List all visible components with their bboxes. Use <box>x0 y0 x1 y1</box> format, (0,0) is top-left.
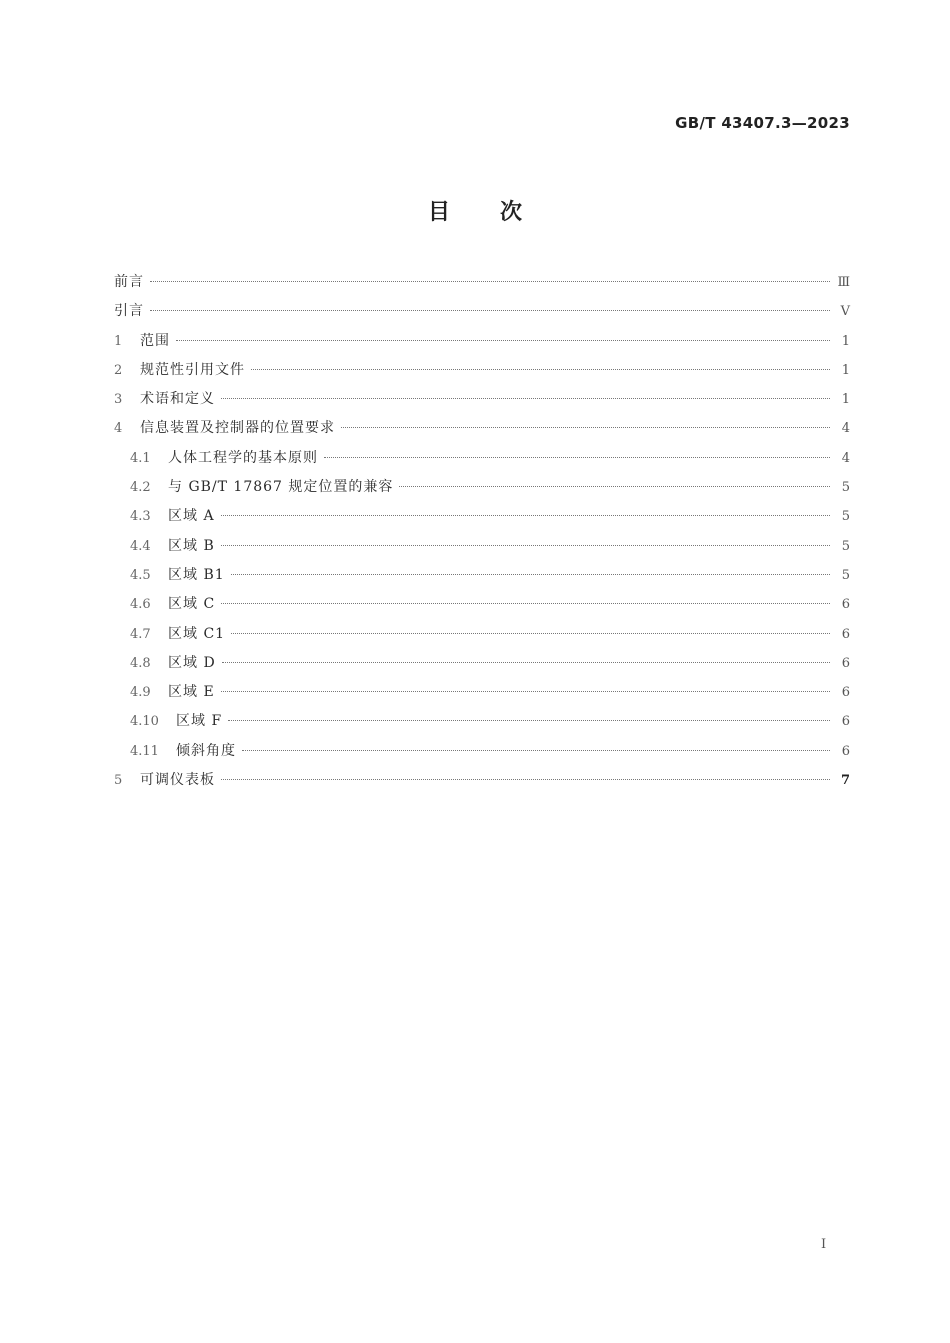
toc-leader-dots <box>251 369 830 370</box>
toc-page-number: 5 <box>841 538 850 554</box>
toc-entry-1[interactable] <box>114 330 850 359</box>
toc-entry-label: 区域 E <box>168 684 215 701</box>
page-number: I <box>821 1237 827 1252</box>
toc-entry-label: 区域 A <box>168 508 215 525</box>
toc-leader-dots <box>242 750 830 751</box>
toc-page-number: 6 <box>841 743 850 759</box>
toc-page-number: Ⅴ <box>840 304 850 320</box>
toc-entry-label: 规范性引用文件 <box>140 361 245 378</box>
toc-leader-dots <box>228 720 830 721</box>
toc-leader-dots <box>221 515 830 516</box>
toc-entry-number: 4.11 <box>130 743 159 759</box>
toc-entry-number: 4.1 <box>130 450 151 466</box>
toc-entry-4-7[interactable] <box>114 623 850 652</box>
toc-page-number: 1 <box>841 362 850 378</box>
toc-entry-label: 可调仪表板 <box>140 772 215 789</box>
toc-page-number: Ⅲ <box>837 275 850 290</box>
toc-entry-label: 区域 C <box>168 596 216 613</box>
toc-entry-4-1[interactable] <box>114 447 850 476</box>
toc-leader-dots <box>222 662 830 663</box>
toc-entry-4-10[interactable] <box>114 710 850 739</box>
toc-entry-3[interactable] <box>114 388 850 417</box>
page-title: 目次 <box>427 200 572 225</box>
table-of-contents <box>114 271 850 798</box>
toc-entry-label: 范围 <box>140 332 170 349</box>
toc-page-number: 4 <box>841 421 850 437</box>
toc-page-number: 7 <box>840 773 850 789</box>
toc-leader-dots <box>150 281 830 282</box>
toc-entry-label: 区域 B <box>168 537 215 554</box>
toc-page-number: 5 <box>841 480 850 496</box>
toc-leader-dots <box>231 633 830 634</box>
toc-entry-number: 5 <box>114 773 123 789</box>
toc-entry-number: 4.8 <box>130 655 151 671</box>
toc-page-number: 4 <box>841 450 850 466</box>
toc-entry-number: 4.7 <box>130 626 151 642</box>
toc-entry-5[interactable] <box>114 769 850 798</box>
toc-entry-label: 区域 D <box>168 654 216 671</box>
toc-entry-label: 人体工程学的基本原则 <box>168 449 318 466</box>
toc-leader-dots <box>221 779 830 780</box>
toc-entry-label: 术语和定义 <box>140 391 215 408</box>
toc-page-number: 5 <box>841 509 850 525</box>
toc-leader-dots <box>399 486 830 487</box>
toc-entry-number: 4.10 <box>130 714 159 730</box>
toc-entry-4-6[interactable] <box>114 593 850 622</box>
toc-entry-4-8[interactable] <box>114 652 850 681</box>
toc-entry-label: 倾斜角度 <box>176 742 236 759</box>
toc-leader-dots <box>150 310 830 311</box>
standard-number: GB/T 43407.3—2023 <box>675 114 850 132</box>
toc-entry-number: 4.9 <box>130 685 151 701</box>
toc-page-number: 6 <box>841 685 850 701</box>
toc-entry-number: 4.2 <box>130 480 151 496</box>
toc-entry-number: 4 <box>114 421 123 437</box>
toc-leader-dots <box>231 574 830 575</box>
toc-leader-dots <box>176 340 830 341</box>
toc-page-number: 6 <box>841 597 850 613</box>
toc-entry-label: 区域 F <box>176 713 223 730</box>
toc-page-number: 6 <box>841 714 850 730</box>
toc-entry-4-11[interactable] <box>114 740 850 769</box>
toc-entry-foreword[interactable] <box>114 271 850 300</box>
toc-entry-4-3[interactable] <box>114 505 850 534</box>
toc-entry-number: 3 <box>114 392 123 408</box>
toc-entry-label: 信息装置及控制器的位置要求 <box>140 420 335 437</box>
toc-entry-number: 4.6 <box>130 597 151 613</box>
toc-leader-dots <box>221 603 830 604</box>
toc-entry-label: 与 GB/T 17867 规定位置的兼容 <box>168 479 394 496</box>
toc-entry-label: 引言 <box>114 303 144 320</box>
toc-entry-label: 前言 <box>114 274 144 290</box>
toc-entry-number: 4.3 <box>130 509 151 525</box>
toc-entry-number: 1 <box>114 333 123 349</box>
toc-leader-dots <box>221 398 830 399</box>
toc-entry-4-5[interactable] <box>114 564 850 593</box>
toc-entry-4-4[interactable] <box>114 535 850 564</box>
toc-page-number: 6 <box>841 626 850 642</box>
toc-entry-4-9[interactable] <box>114 681 850 710</box>
toc-leader-dots <box>221 691 830 692</box>
toc-entry-label: 区域 C1 <box>168 625 226 642</box>
toc-entry-number: 4.5 <box>130 567 151 583</box>
toc-page-number: 1 <box>841 333 850 349</box>
toc-entry-number: 2 <box>114 362 123 378</box>
toc-leader-dots <box>324 457 830 458</box>
toc-entry-4-2[interactable] <box>114 476 850 505</box>
toc-entry-4[interactable] <box>114 417 850 446</box>
toc-page-number: 5 <box>841 567 850 583</box>
toc-leader-dots <box>341 427 830 428</box>
toc-page-number: 6 <box>841 655 850 671</box>
toc-entry-number: 4.4 <box>130 538 151 554</box>
toc-entry-label: 区域 B1 <box>168 566 225 583</box>
toc-leader-dots <box>221 545 830 546</box>
toc-entry-introduction[interactable] <box>114 300 850 329</box>
toc-page-number: 1 <box>841 392 850 408</box>
toc-entry-2[interactable] <box>114 359 850 388</box>
